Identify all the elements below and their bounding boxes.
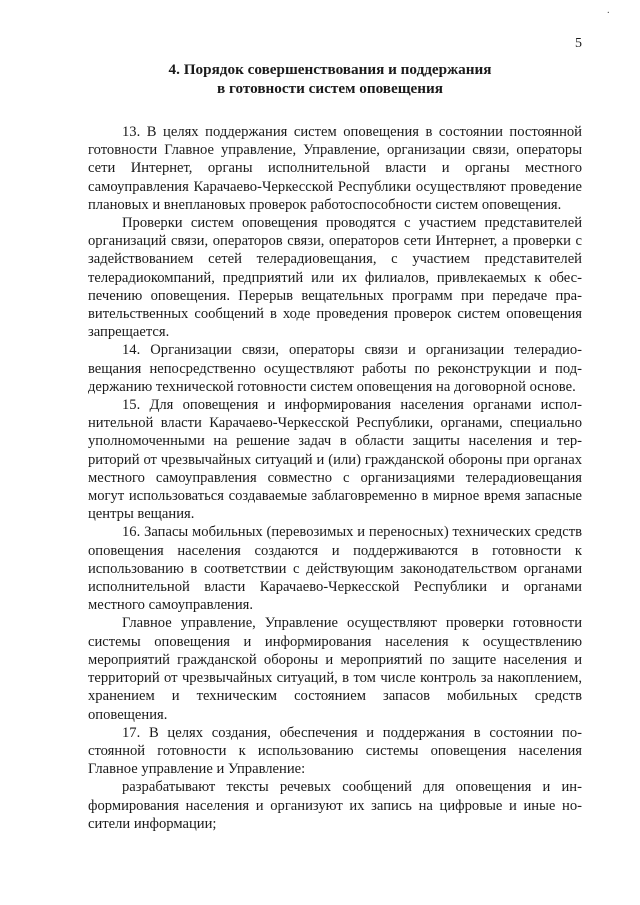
paragraph-17: 17. В целях создания, обеспечения и поддержания в состоянии постоянной готовности к использованию системы оповещения населения Главное управление и Управление: [88, 724, 582, 778]
paragraph-16: 16. Запасы мобильных (перевозимых и переносных) технических средств оповещения населения создаются и поддерживаются в готовности к использованию в соответствии с действующим законодательством органами исполнительной власти Карачаево-Черкесской Республики и органами местного самоуправления. [88, 524, 582, 614]
paragraph-15: 15. Для оповещения и информирования населения органами исполнительной власти Карачаево-Черкесской Республики, органами, специально уполномоченными на решение задач в области защиты населения и территорий от чрезвычайных ситуаций и (или) гражданской обороны при органах местного самоуправления совместно с организациями телерадиовещания могут использоваться создаваемые заблаговременно в мирное время запасные центры вещания. [88, 397, 582, 523]
page-number: 5 [575, 36, 582, 51]
paragraph-checks: Проверки систем оповещения проводятся с участием представителей организаций связи, операторов связи, операторов сети Интернет, а проверки с задействованием сетей телерадиовещания, с участием представителей телерадиокомпаний, предприятий или их филиалов, привлекаемых к обеспечению оповещения. Перерыв вещательных программ при передаче правительственных сообщений в ходе проведения проверок систем оповещения запрещается. [88, 215, 582, 341]
paragraph-main-directorate: Главное управление, Управление осуществляют проверки готовности системы оповещения и информирования населения к осуществлению мероприятий гражданской обороны и мероприятий по защите населения и территорий от чрезвычайных ситуаций, в том числе контроль за накоплением, хранением и техническим состоянием запасов мобильных средств оповещения. [88, 615, 582, 723]
section-heading-line-2: в готовности систем оповещения [216, 80, 444, 97]
paragraph-speech-messages: разрабатывают тексты речевых сообщений для оповещения и информирования населения и организуют их запись на цифровые и иные носители информации; [88, 779, 582, 832]
document-body [88, 123, 582, 833]
section-heading [80, 60, 580, 98]
corner-mark: · [606, 8, 610, 19]
paragraph-14: 14. Организации связи, операторы связи и организации телерадиовещания непосредственно осуществляют работы по реконструкции и поддержанию технической готовности систем оповещения на договорной основе. [88, 342, 582, 395]
section-heading-line-1: 4. Порядок совершенствования и поддержания [168, 61, 492, 78]
paragraph-13: 13. В целях поддержания систем оповещения в состоянии постоянной готовности Главное управление, Управление, организации связи, операторы сети Интернет, органы исполнительной власти и органы местного самоуправления Карачаево-Черкесской Республики осуществляют проведение плановых и внеплановых проверок работоспособности систем оповещения. [88, 124, 582, 213]
